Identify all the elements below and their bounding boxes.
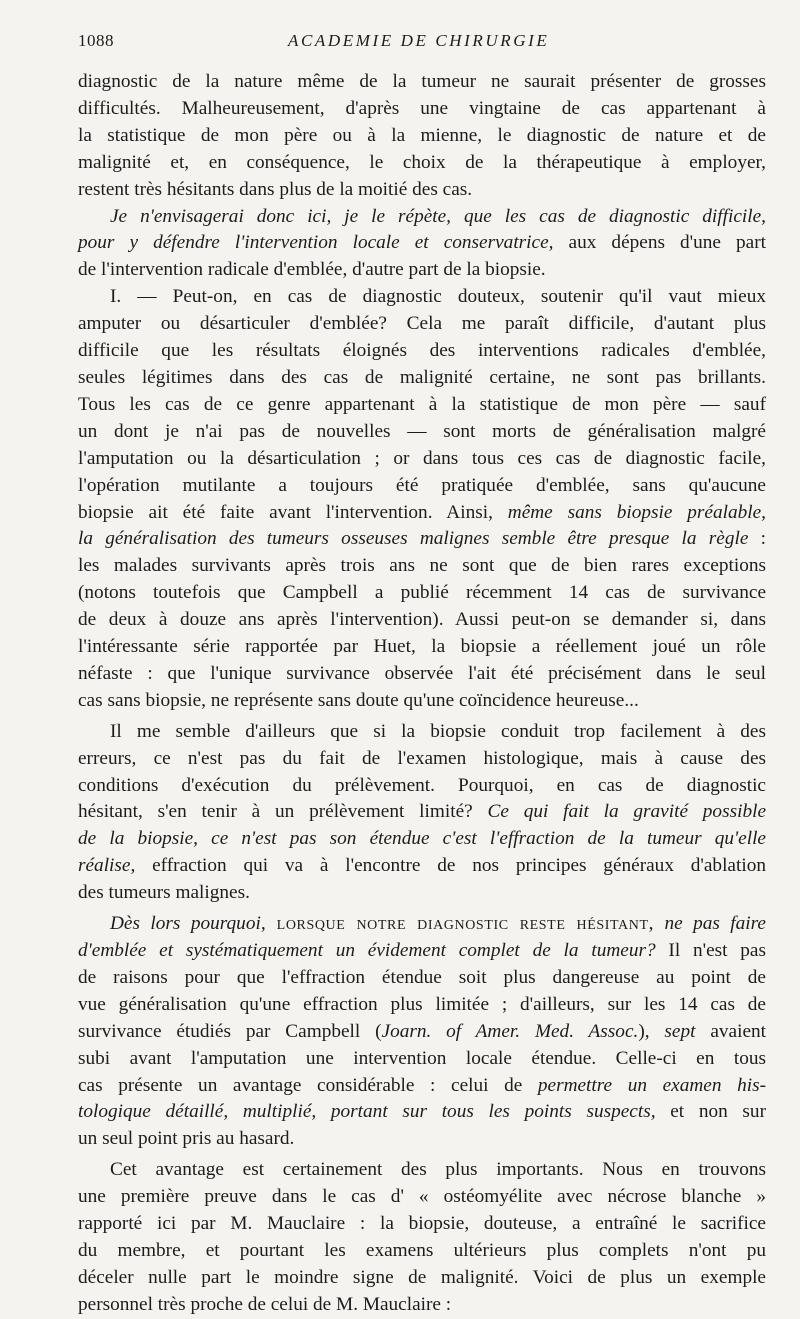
emphasis-text: sept <box>664 1020 696 1042</box>
text-line: l'intéressante série rapportée par Huet, la biopsie a réellement joué un rôle <box>78 636 766 658</box>
text-line: Il me semble d'ailleurs que si la biopsie conduit trop facilement à des <box>110 720 766 742</box>
text-line <box>78 500 766 527</box>
text-line: difficultés. Malheureusement, d'après une vingtaine de cas appartenant à <box>78 97 766 119</box>
emphasis-text: pour y défendre l'intervention locale et conservatrice, <box>78 232 554 254</box>
emphasis-text: tologique détaillé, multiplié, portant sur tous les points suspects, <box>78 1101 656 1123</box>
text-line <box>78 230 766 257</box>
emphasis-text: de la biopsie, ce n'est pas son étendue c'est l'effraction de la tumeur qu'elle <box>78 828 766 850</box>
text-line: les malades survivants après trois ans ne sont que de bien rares exceptions <box>78 555 766 577</box>
text-run: biopsie ait été faite avant l'intervention. Ainsi, <box>78 501 508 523</box>
text-line: restent très hésitants dans plus de la moitié des cas. <box>78 178 473 200</box>
text-line: Tous les cas de ce genre appartenant à la statistique de mon père — sauf <box>78 393 766 415</box>
text-line: un dont je n'ai pas de nouvelles — sont morts de généralisation malgré <box>78 420 766 442</box>
body-text <box>78 69 766 1319</box>
text-line: déceler nulle part le moindre signe de malignité. Voici de plus un exemple <box>78 1266 766 1288</box>
running-header <box>78 31 766 55</box>
text-line: rapporté ici par M. Mauclaire : la biopsie, douteuse, a entraîné le sacrifice <box>78 1213 766 1235</box>
text-line <box>78 799 766 826</box>
text-line: de raisons pour que l'effraction étendue soit plus dangereuse au point de <box>78 966 766 988</box>
text-line: Cet avantage est certainement des plus importants. Nous en trouvons <box>110 1159 766 1181</box>
page-number: 1088 <box>78 31 114 50</box>
text-line <box>78 911 766 938</box>
emphasis-text: la généralisation des tumeurs osseuses malignes semble être presque la règle <box>78 528 749 550</box>
text-line: une première preuve dans le cas d' « ostéomyélite avec nécrose blanche » <box>78 1186 766 1208</box>
text-line: néfaste : que l'unique survivance observée l'ait été précisément dans le seul <box>78 662 766 684</box>
text-line: du membre, et pourtant les examens ultérieurs plus complets n'ont pu <box>78 1239 766 1261</box>
text-line: malignité et, en conséquence, le choix de la thérapeutique à employer, <box>78 151 766 173</box>
text-line: erreurs, ce n'est pas du fait de l'examen histologique, mais à cause des <box>78 747 766 769</box>
emphasis-text: Je n'envisagerai donc ici, je le répète, que les cas de diagnostic difficile, <box>110 205 766 227</box>
text-line: I. — Peut-on, en cas de diagnostic douteux, soutenir qu'il vaut mieux <box>110 286 766 308</box>
text-run: cas présente un avantage considérable : celui de <box>78 1074 538 1096</box>
emphasis-text: réalise, <box>78 855 136 877</box>
citation-text: Joarn. of Amer. Med. Assoc. <box>381 1020 639 1042</box>
emphasis-text: Dès lors pourquoi, <box>110 913 266 935</box>
text-run: survivance étudiés par Campbell ( <box>78 1020 382 1042</box>
text-line <box>78 938 766 965</box>
text-line: de deux à douze ans après l'intervention). Aussi peut-on se demander si, dans <box>78 609 766 631</box>
emphasis-text: d'emblée et systématiquement un évidement complet de la tumeur? <box>78 940 656 961</box>
text-line <box>78 1073 766 1100</box>
text-line: de l'intervention radicale d'emblée, d'autre part de la biopsie. <box>78 259 546 281</box>
text-line: (notons toutefois que Campbell a publié récemment 14 cas de survivance <box>78 582 766 604</box>
text-line: cas sans biopsie, ne représente sans doute qu'une coïncidence heureuse... <box>78 689 639 711</box>
text-line: vue généralisation qu'une effraction plus limitée ; d'ailleurs, sur les 14 cas de <box>78 993 766 1015</box>
text-line <box>78 1099 766 1126</box>
text-line <box>78 1019 766 1046</box>
text-line: seules légitimes dans des cas de malignité certaine, ne sont pas brillants. <box>78 366 766 388</box>
text-line <box>78 853 766 880</box>
text-line: l'opération mutilante a toujours été pratiquée d'emblée, sans qu'aucune <box>78 474 766 496</box>
text-run: effraction qui va à l'encontre de nos principes généraux d'ablation <box>135 855 766 877</box>
small-caps-text: lorsque notre diagnostic reste hésitant, <box>265 913 655 935</box>
text-run: et non sur <box>655 1101 766 1123</box>
journal-title: ACADEMIE DE CHIRURGIE <box>288 31 550 50</box>
text-run: avaient <box>695 1020 766 1042</box>
text-run: aux dépens d'une part <box>553 232 767 254</box>
text-line: diagnostic de la nature même de la tumeur ne saurait présenter de grosses <box>78 71 766 92</box>
emphasis-text: Ce qui fait la gravité possible <box>487 801 766 823</box>
text-run: : <box>748 528 767 550</box>
text-run: Il n'est pas <box>655 940 766 961</box>
text-line: conditions d'exécution du prélèvement. Pourquoi, en cas de diagnostic <box>78 774 766 796</box>
text-line: subi avant l'amputation une intervention locale étendue. Celle-ci en tous <box>78 1047 766 1069</box>
text-line <box>78 204 766 231</box>
text-line: difficile que les résultats éloignés des interventions radicales d'emblée, <box>78 340 766 362</box>
text-line: l'amputation ou la désarticulation ; or dans tous ces cas de diagnostic facile, <box>78 447 766 469</box>
text-line <box>78 526 766 553</box>
text-line: personnel très proche de celui de M. Mauclaire : <box>78 1293 452 1315</box>
emphasis-text: même sans biopsie préalable, <box>507 501 766 523</box>
text-run: hésitant, s'en tenir à un prélèvement limité? <box>78 801 488 823</box>
text-line: la statistique de mon père ou à la mienne, le diagnostic de nature et de <box>78 124 766 146</box>
text-run: ), <box>638 1020 665 1042</box>
emphasis-text: permettre un examen his- <box>537 1074 766 1096</box>
text-line: des tumeurs malignes. <box>78 882 250 904</box>
text-line: amputer ou désarticuler d'emblée? Cela me paraît difficile, d'autant plus <box>78 313 766 335</box>
text-line <box>78 826 766 853</box>
text-line: un seul point pris au hasard. <box>78 1128 295 1150</box>
emphasis-text: ne pas faire <box>654 913 766 935</box>
